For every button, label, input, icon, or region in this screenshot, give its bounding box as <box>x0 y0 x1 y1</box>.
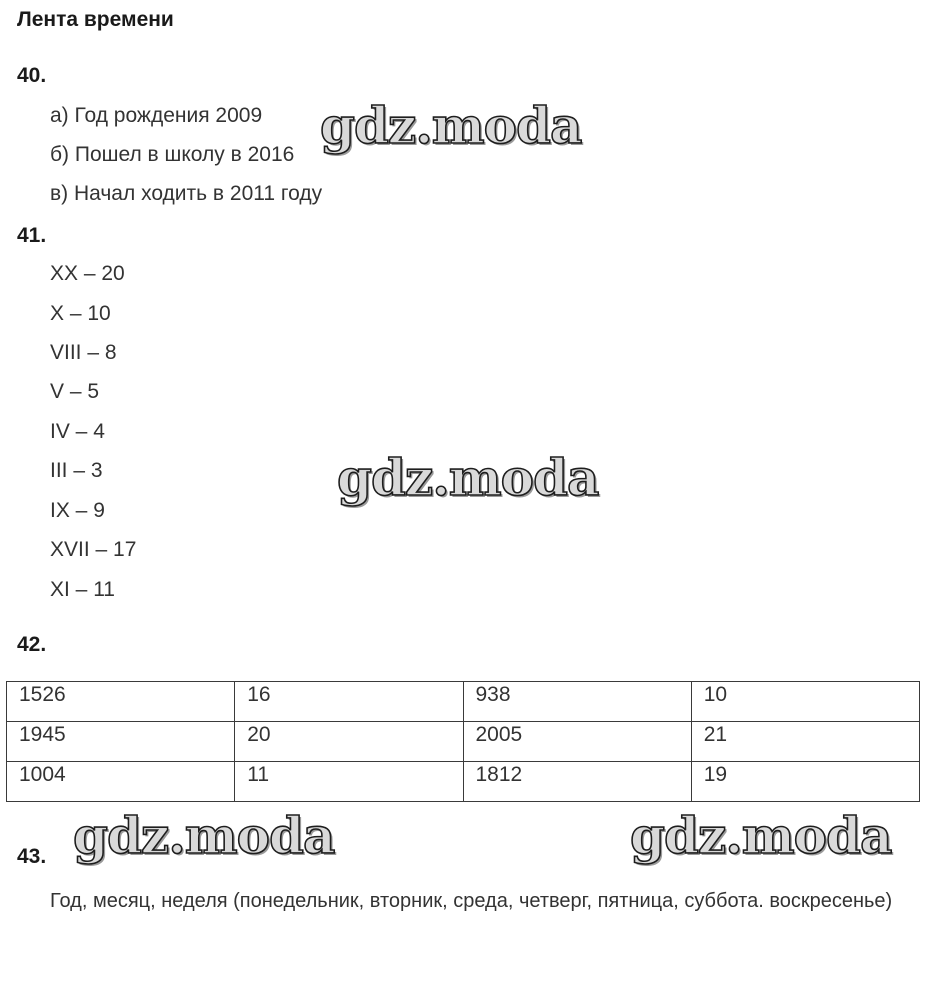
task-41-line: VIII – 8 <box>50 341 117 364</box>
watermark: gdz.moda <box>320 96 582 155</box>
table-cell: 20 <box>235 722 463 762</box>
task-42-number: 42. <box>17 633 47 656</box>
table-row <box>7 722 920 762</box>
task-41-line: IV – 4 <box>50 420 105 443</box>
task-41-number: 41. <box>17 224 47 247</box>
table-cell: 1526 <box>7 682 235 722</box>
task-41-line: XX – 20 <box>50 262 125 285</box>
task-41-line: X – 10 <box>50 302 111 325</box>
table-cell: 16 <box>235 682 463 722</box>
table-cell: 1945 <box>7 722 235 762</box>
table-cell: 1812 <box>463 762 691 802</box>
table-cell: 19 <box>691 762 919 802</box>
table-cell: 10 <box>691 682 919 722</box>
task-43-text: Год, месяц, неделя (понедельник, вторник, среда, четверг, пятница, суббота. воскресенье) <box>50 890 893 912</box>
watermark: gdz.moda <box>630 806 892 865</box>
watermark: gdz.moda <box>73 806 335 865</box>
task-40-line: а) Год рождения 2009 <box>50 104 263 127</box>
page-title: Лента времени <box>17 8 174 31</box>
task-40-line: в) Начал ходить в 2011 году <box>50 182 323 205</box>
task-40-number: 40. <box>17 64 47 87</box>
task-41-line: XVII – 17 <box>50 538 137 561</box>
task-40-line: б) Пошел в школу в 2016 <box>50 143 295 166</box>
task-41-line: III – 3 <box>50 459 103 482</box>
table-cell: 21 <box>691 722 919 762</box>
task-41-line: V – 5 <box>50 380 100 403</box>
table-cell: 11 <box>235 762 463 802</box>
task-42-table <box>6 681 920 802</box>
watermark: gdz.moda <box>337 448 599 507</box>
table-cell: 938 <box>463 682 691 722</box>
task-41-line: IX – 9 <box>50 499 105 522</box>
table-cell: 2005 <box>463 722 691 762</box>
task-43-number: 43. <box>17 845 47 868</box>
table-row <box>7 682 920 722</box>
task-41-line: XI – 11 <box>50 578 115 601</box>
table-cell: 1004 <box>7 762 235 802</box>
table-row <box>7 762 920 802</box>
